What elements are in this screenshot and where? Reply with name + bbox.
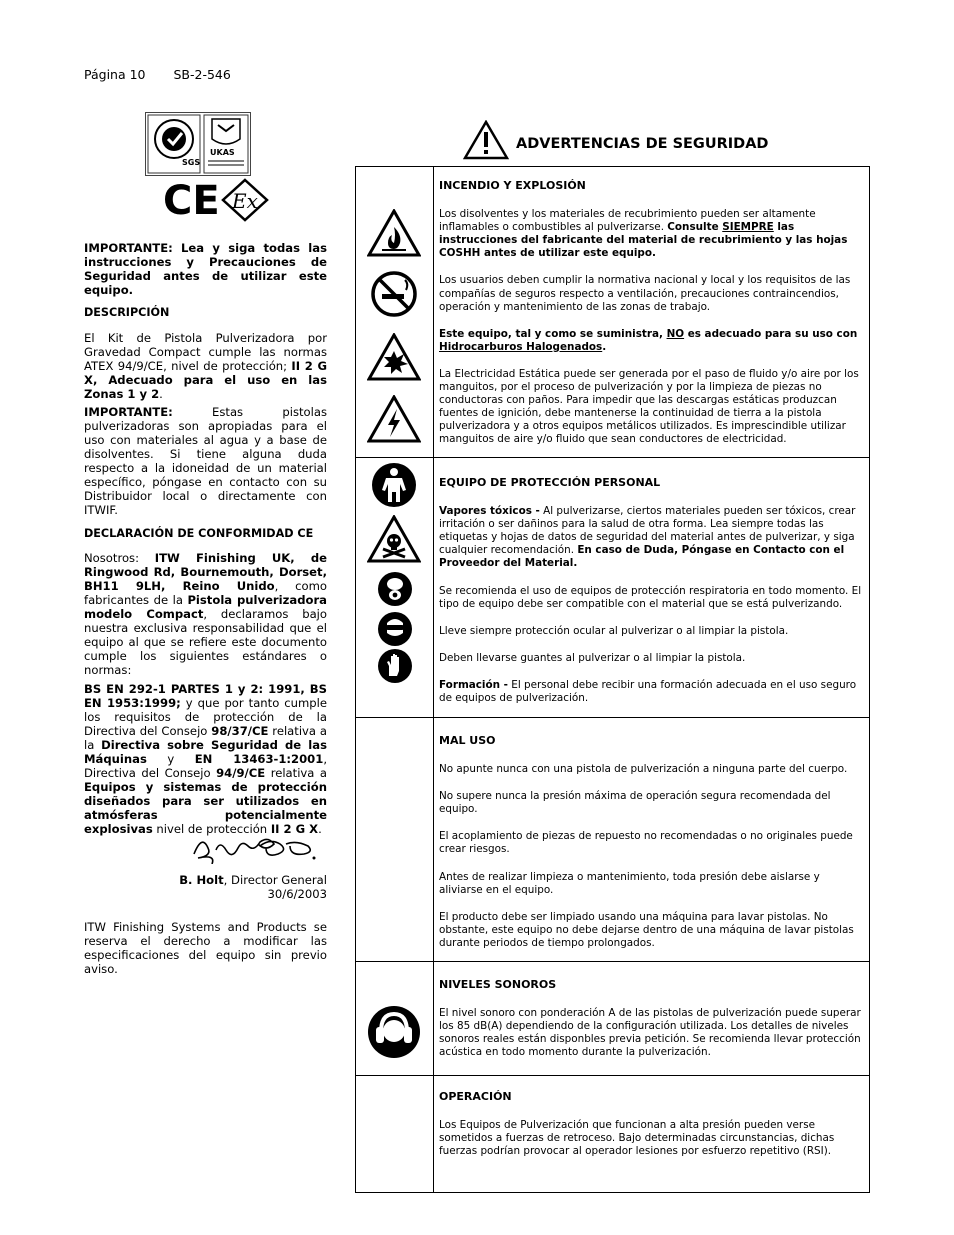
fire-p1-d: las instrucciones del fabricante del material de recubrimiento y las hojas COSHH antes de utilizar este equipo. xyxy=(439,221,848,260)
electrical-hazard-icon xyxy=(367,395,421,447)
important-notice-2 xyxy=(84,405,327,517)
standards-text xyxy=(84,682,327,836)
ex-mark: Ex xyxy=(232,189,258,213)
std-h: , Directiva del Consejo xyxy=(84,752,328,780)
fire-explosion-section xyxy=(356,167,869,458)
respirator-icon xyxy=(377,571,413,611)
misuse-section xyxy=(356,718,869,962)
page-number: Página 10 xyxy=(84,67,146,82)
fire-p1-a: Los disolventes y los materiales de recubrimiento pueden ser altamente inflamables o combustibles al pulverizarse. xyxy=(439,208,816,234)
gloves-icon xyxy=(377,648,413,688)
eye-protection-icon xyxy=(377,611,413,651)
noise-section xyxy=(356,962,869,1076)
fire-p3-no: NO xyxy=(666,327,685,340)
ukas-logo-text: UKAS xyxy=(210,148,235,157)
description-end: . xyxy=(159,387,163,401)
std-i: 94/9/CE xyxy=(216,766,266,780)
misuse-p1: No apunte nunca con una pistola de pulverización a ninguna parte del cuerpo. xyxy=(439,763,848,776)
description-zones: II 2 G X, Adecuado para el uso en las Zonas 1 y 2 xyxy=(84,359,327,401)
noise-p1: El nivel sonoro con ponderación A de las pistolas de pulverización puede superar los 85 dB(A) dependiendo de la configuración utilizada. Los detalles de niveles sonoros reales están disponbles previa petición. Se recomienda llevar protección acústica en todo momento durante la pulverización. xyxy=(439,1007,861,1059)
icon-column xyxy=(356,167,434,457)
icon-column xyxy=(356,962,434,1075)
signer-name: B. Holt xyxy=(179,873,224,887)
decl-part-c: , como fabricantes de la xyxy=(84,579,327,607)
fire-p3-halogenated: Hidrocarburos Halogenados xyxy=(439,340,603,353)
toxic-icon xyxy=(367,515,421,567)
ce-ex-marks xyxy=(163,178,273,226)
misuse-text xyxy=(439,734,864,950)
ppe-p2: Se recomienda el uso de equipos de protección respiratoria en todo momento. El tipo de equipo debe ser compatible con el material que se está pulverizando. xyxy=(439,584,862,610)
signer-role: , Director General xyxy=(223,873,327,887)
hearing-protection-icon xyxy=(367,1005,421,1063)
operation-p1: Los Equipos de Pulverización que funcionan a alta presión pueden verse sometidos a fuerzas de retroceso. Bajo determinadas circunstancias, dichas fuerzas podrían provocar al operador lesiones por esfuerzo repetitivo (RSI). xyxy=(439,1119,835,1158)
signer-block xyxy=(130,873,327,901)
certification-logos xyxy=(145,112,251,176)
std-a: BS EN 292-1 PARTES 1 y 2: 1991, BS EN 1953:1999; xyxy=(84,682,327,710)
protective-suit-icon xyxy=(371,462,417,512)
important-notice-1 xyxy=(84,241,327,297)
misuse-p3: El acoplamiento de piezas de repuesto no recomendadas o no originales puede crear riesgos. xyxy=(439,830,853,856)
operation-text xyxy=(439,1090,864,1158)
fire-p4: La Electricidad Estática puede ser generada por el paso de fluido y/o aire por los manguitos, por el proceso de pulverización y por la limpieza de piezas no conductoras con paños. Para impedir que las descargas estáticas produzcan fuentes de ignición, debe mantenerse la continuidad de tierra a la pistola pulverizadora y a otros equipos metálicos utilizados. Es imprescindible utilizar manguitos de aire y/o fluido que sean conductores de electricidad. xyxy=(439,367,859,446)
signature xyxy=(190,832,320,868)
std-f: y xyxy=(146,752,195,766)
std-c: 98/37/CE xyxy=(211,724,269,738)
page-header xyxy=(84,67,231,82)
ppe-p5-a: Formación - xyxy=(439,678,508,691)
ppe-section xyxy=(356,458,869,718)
fire-p1-always: SIEMPRE xyxy=(722,221,774,234)
std-n: . xyxy=(318,822,322,836)
noise-text xyxy=(439,978,864,1059)
misuse-p4: Antes de realizar limpieza o mantenimiento, toda presión debe aislarse y aliviarse en el equipo. xyxy=(439,870,820,896)
section-heading: MAL USO xyxy=(439,734,496,747)
important-text-2: Estas pistolas pulverizadoras son apropiadas para el uso con materiales al agua y a base de disolventes. Si tiene alguna duda respecto a la idoneidad de un material específico, póngase en contacto con su Distribuidor local o directamente con ITWIF. xyxy=(84,405,327,517)
description-text xyxy=(84,331,327,401)
icon-column xyxy=(356,458,434,717)
ppe-p3: Lleve siempre protección ocular al pulverizar o al limpiar la pistola. xyxy=(439,624,789,637)
std-g: EN 13463-1:2001 xyxy=(194,752,324,766)
declaration-heading: DECLARACIÓN DE CONFORMIDAD CE xyxy=(84,527,314,540)
footer-text: ITW Finishing Systems and Products se reserva el derecho a modificar las especificaciones del equipo sin previo aviso. xyxy=(84,920,327,976)
section-heading: EQUIPO DE PROTECCIÓN PERSONAL xyxy=(439,476,661,489)
icon-column xyxy=(356,718,434,961)
description-part: El Kit de Pistola Pulverizadora por Gravedad Compact cumple las normas ATEX 94/9/CE, nivel de protección; xyxy=(84,331,327,373)
ppe-p1-b: Al pulverizarse, ciertos materiales pueden ser tóxicos, crear irritación o ser dañinos para la salud de otra forma. Lea siempre todas las etiquetas y hojas de datos de seguridad del material antes de pulverizar, y siga cualquier recomendación. xyxy=(439,505,856,557)
footer-note xyxy=(84,920,327,976)
decl-company: ITW Finishing UK, de Ringwood Rd, Bournemouth, Dorset, BH11 9LH, Reino Unido xyxy=(84,551,328,593)
fire-p1-b: Consulte xyxy=(667,221,723,234)
fire-p3-c: es adecuado para su uso con xyxy=(684,327,858,340)
ppe-text xyxy=(439,476,864,705)
no-smoking-icon xyxy=(370,270,418,322)
fire-p3-e: . xyxy=(602,340,607,353)
fire-p2: Los usuarios deben cumplir la normativa nacional y local y los requisitos de las compañías de seguros respecto a ventilación, precauciones contraincendios, operación y mantenimiento de las zonas de trabajo. xyxy=(439,274,851,313)
std-m: II 2 G X xyxy=(270,822,319,836)
warning-triangle-icon xyxy=(463,120,509,164)
misuse-p2: No supere nunca la presión máxima de operación segura recomendada del equipo. xyxy=(439,790,831,816)
ppe-p1-c: En caso de Duda, Póngase en Contacto con el Proveedor del Material. xyxy=(439,544,845,570)
std-d: relativa a la xyxy=(84,724,327,752)
misuse-p5: El producto debe ser limpiado usando una máquina para lavar pistolas. No obstante, este equipo no debe dejarse dentro de una máquina de lavar pistolas durante periodos de tiempo prolongados. xyxy=(439,910,854,949)
section-heading: INCENDIO Y EXPLOSIÓN xyxy=(439,179,586,192)
std-l: nivel de protección xyxy=(152,822,271,836)
important-text: Lea y siga todas las instrucciones y Precauciones de Seguridad antes de utilizar este equipo. xyxy=(84,241,327,297)
icon-column xyxy=(356,1076,434,1192)
section-heading: OPERACIÓN xyxy=(439,1090,512,1103)
decl-part-e: , declaramos bajo nuestra exclusiva responsabilidad que el equipo al que se refiere este documento cumple los siguientes estándares o normas: xyxy=(84,607,327,677)
ppe-p1-a: Vapores tóxicos - xyxy=(439,505,540,518)
explosive-icon xyxy=(367,333,421,385)
std-e: Directiva sobre Seguridad de las Máquinas xyxy=(84,738,327,766)
declaration-text xyxy=(84,551,327,677)
flammable-icon xyxy=(367,209,421,261)
section-heading: NIVELES SONOROS xyxy=(439,978,557,991)
fire-explosion-text xyxy=(439,179,864,447)
decl-part-a: Nosotros: xyxy=(84,551,155,565)
important-label: IMPORTANTE: xyxy=(84,241,173,255)
fire-p3-a: Este equipo, tal y como se suministra, xyxy=(439,327,667,340)
ppe-p5-b: El personal debe recibir una formación adecuada en el uso seguro de equipos de pulverización. xyxy=(439,678,857,705)
std-b: y que por tanto cumple los requisitos de protección de la Directiva del Consejo xyxy=(84,696,328,738)
important-label-2: IMPORTANTE: xyxy=(84,405,173,419)
description-heading: DESCRIPCIÓN xyxy=(84,306,170,319)
decl-product: Pistola pulverizadora modelo Compact xyxy=(84,593,327,621)
operation-section xyxy=(356,1076,869,1192)
std-j: relativa a xyxy=(265,766,327,780)
ce-mark: CE xyxy=(163,178,220,222)
ppe-p4: Deben llevarse guantes al pulverizar o al limpiar la pistola. xyxy=(439,651,746,664)
sign-date: 30/6/2003 xyxy=(267,887,327,901)
document-code: SB-2-546 xyxy=(173,67,231,82)
std-k: Equipos y sistemas de protección diseñados para ser utilizados en atmósferas potencialmente explosivas xyxy=(84,780,327,836)
safety-warnings-table xyxy=(355,166,870,1193)
sgs-logo-text: SGS xyxy=(182,158,201,167)
safety-warnings-title: ADVERTENCIAS DE SEGURIDAD xyxy=(516,136,769,152)
